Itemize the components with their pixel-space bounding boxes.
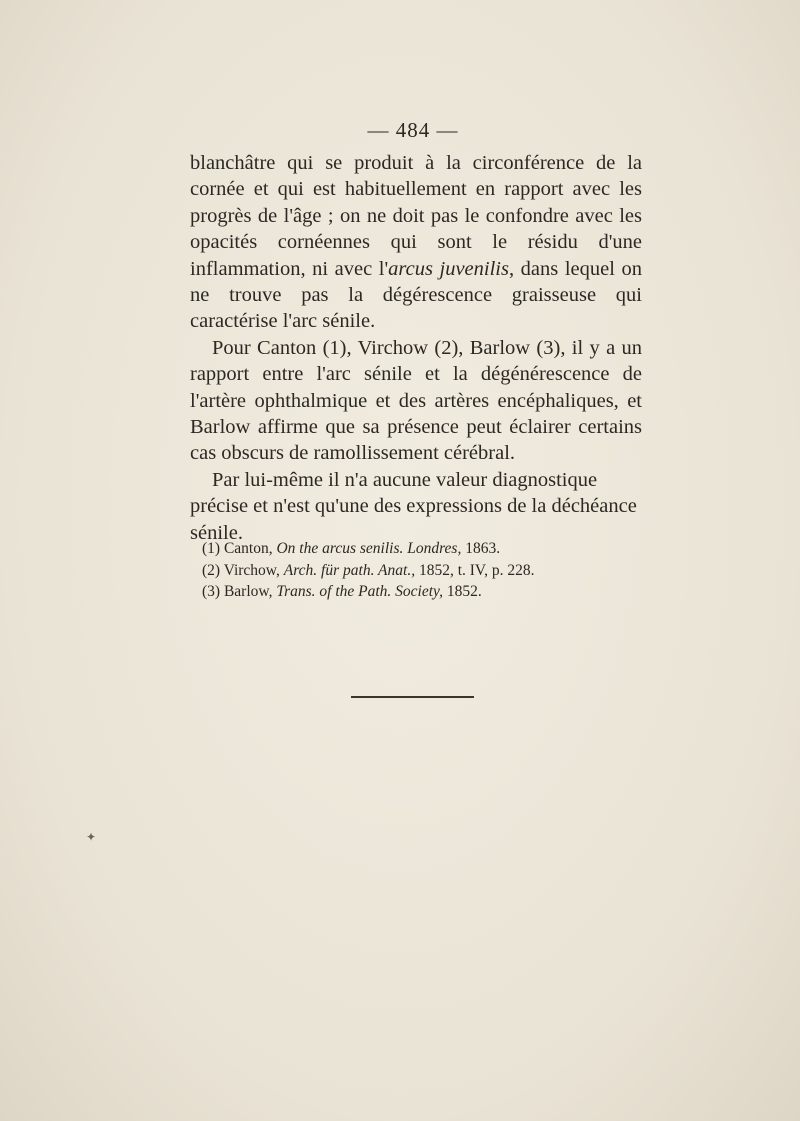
footnote-author: Virchow,: [223, 561, 280, 579]
footnote-author: Barlow,: [223, 583, 273, 601]
footnote-2: [202, 560, 642, 582]
paragraph-1-text-a: blanchâtre qui se produit à la circonférence de la cornée et qui est habituellement en rapport avec les progrès de l'âge ; on ne doit pas le confondre avec les opacités cornéennes qui sont le résidu d'une inflammation, ni avec l': [190, 152, 642, 280]
footnote-title: On the arcus senilis. Londres,: [276, 540, 462, 557]
footnote-1: [202, 538, 642, 560]
footnote-number: (3): [202, 583, 221, 601]
footnotes: [202, 538, 642, 603]
paragraph-2: Pour Canton (1), Virchow (2), Barlow (3), il y a un rapport entre l'arc sénile et la dégénérescence de l'artère ophthalmique et des artères encéphaliques, et Barlow affirme que sa présence peut éclairer certains cas obscurs de ramollissement cérébral.: [190, 336, 642, 465]
body-text: [190, 150, 642, 546]
footnote-3: [202, 581, 642, 603]
page-number: — 484 —: [367, 118, 459, 142]
footnote-title: Arch. für path. Anat.,: [283, 561, 416, 579]
end-rule: [351, 696, 474, 698]
ink-speck: ✦: [86, 830, 97, 844]
footnote-author: Canton,: [223, 540, 273, 557]
paragraph-3: Par lui-même il n'a aucune valeur diagnostique précise et n'est qu'une des expressions de la déchéance sénile.: [190, 468, 637, 544]
footnote-details: 1852, t. IV, p. 228.: [418, 561, 535, 579]
footnote-title: Trans. of the Path. Society,: [276, 583, 443, 601]
paragraph-1-italic: arcus juvenilis: [388, 257, 509, 280]
footnote-details: 1852.: [446, 583, 482, 601]
paragraph-1-text-b: , dans lequel on ne trouve pas la dégérescence graisseuse qui caractérise l'arc sénile.: [190, 257, 642, 333]
footnote-details: 1863.: [465, 540, 501, 557]
footnote-number: (1): [202, 540, 221, 557]
paragraph-1: [190, 150, 642, 335]
footnote-number: (2): [202, 561, 221, 579]
